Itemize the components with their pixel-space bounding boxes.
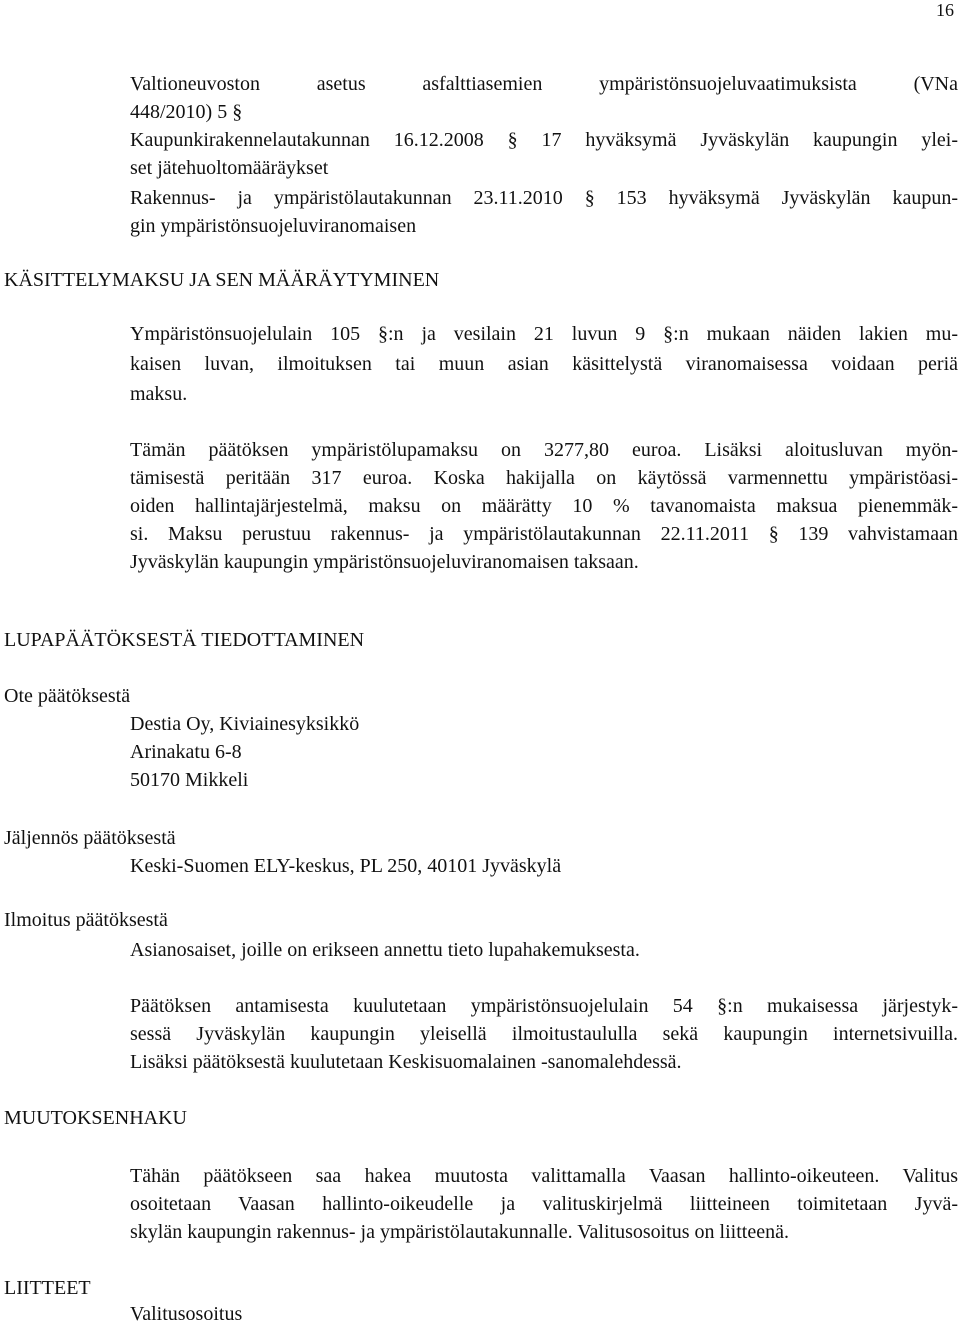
- paragraph-line: osoitetaan Vaasan hallinto-oikeudelle ja valituskirjelmä liitteineen toimitetaan Jyvä-: [130, 1193, 958, 1215]
- paragraph-line: Jyväskylän kaupungin ympäristönsuojeluviranomaisen taksaan.: [130, 551, 639, 573]
- extract-label: Ote päätöksestä: [4, 685, 131, 707]
- paragraph-line: maksu.: [130, 383, 188, 405]
- paragraph-line: Tähän päätökseen saa hakea muutosta valittamalla Vaasan hallinto-oikeuteen. Valitus: [130, 1165, 958, 1187]
- notice-recipients: [130, 936, 958, 964]
- copy-recipient: [130, 852, 958, 880]
- page-number: 16: [936, 0, 954, 20]
- paragraph-line: kaisen luvan, ilmoituksen tai muun asian käsittelystä viranomaisessa voidaan periä: [130, 353, 958, 375]
- reference-line: Rakennus- ja ympäristölautakunnan 23.11.2010 § 153 hyväksymä Jyväskylän kaupun-: [130, 187, 958, 209]
- reference-line: 448/2010) 5 §: [130, 101, 243, 123]
- address-line: 50170 Mikkeli: [130, 769, 249, 791]
- paragraph-line: sessä Jyväskylän kaupungin yleisellä ilmoitustaululla sekä kaupungin internetsivuilla.: [130, 1023, 958, 1045]
- notice-label: Ilmoitus päätöksestä: [4, 909, 168, 931]
- reference-line: gin ympäristönsuojeluviranomaisen: [130, 215, 417, 237]
- copy-label: Jäljennös päätöksestä: [4, 827, 176, 849]
- paragraph-line: Päätöksen antamisesta kuulutetaan ympäristönsuojelulain 54 §:n mukaisessa järjestyk-: [130, 995, 958, 1017]
- paragraph-line: skylän kaupungin rakennus- ja ympäristölautakunnalle. Valitusosoitus on liitteenä.: [130, 1221, 789, 1243]
- attachment-item: Valitusosoitus: [130, 1303, 243, 1325]
- address-line: Destia Oy, Kiviainesyksikkö: [130, 713, 360, 735]
- attachments-section-heading: LIITTEET: [4, 1277, 91, 1299]
- paragraph-line: oiden hallintajärjestelmä, maksu on määrätty 10 % tavanomaista maksua pienemmäk-: [130, 495, 958, 517]
- extract-recipient: [130, 710, 958, 794]
- paragraph-line: Tämän päätöksen ympäristölupamaksu on 3277,80 euroa. Lisäksi aloitusluvan myön-: [130, 439, 958, 461]
- paragraph-line: tämisestä peritään 317 euroa. Koska hakijalla on käytössä varmennettu ympäristöasi-: [130, 467, 958, 489]
- address-line: Keski-Suomen ELY-keskus, PL 250, 40101 Jyväskylä: [130, 855, 562, 877]
- notification-section-heading: LUPAPÄÄTÖKSESTÄ TIEDOTTAMINEN: [4, 629, 365, 651]
- paragraph-line: Lisäksi päätöksestä kuulutetaan Keskisuomalainen -sanomalehdessä.: [130, 1051, 682, 1073]
- reference-line: Kaupunkirakennelautakunnan 16.12.2008 § 17 hyväksymä Jyväskylän kaupungin ylei-: [130, 129, 958, 151]
- address-line: Arinakatu 6-8: [130, 741, 242, 763]
- address-line: Asianosaiset, joille on erikseen annettu tieto lupahakemuksesta.: [130, 939, 640, 961]
- reference-line: Valtioneuvoston asetus asfalttiasemien ympäristönsuojeluvaatimuksista (VNa: [130, 73, 958, 95]
- fee-section-heading: KÄSITTELYMAKSU JA SEN MÄÄRÄYTYMINEN: [4, 269, 440, 291]
- paragraph-line: Ympäristönsuojelulain 105 §:n ja vesilain 21 luvun 9 §:n mukaan näiden lakien mu-: [130, 323, 958, 345]
- reference-line: set jätehuoltomääräykset: [130, 157, 329, 179]
- appeal-section-heading: MUUTOKSENHAKU: [4, 1107, 187, 1129]
- paragraph-line: si. Maksu perustuu rakennus- ja ympäristölautakunnan 22.11.2011 § 139 vahvistamaan: [130, 523, 958, 545]
